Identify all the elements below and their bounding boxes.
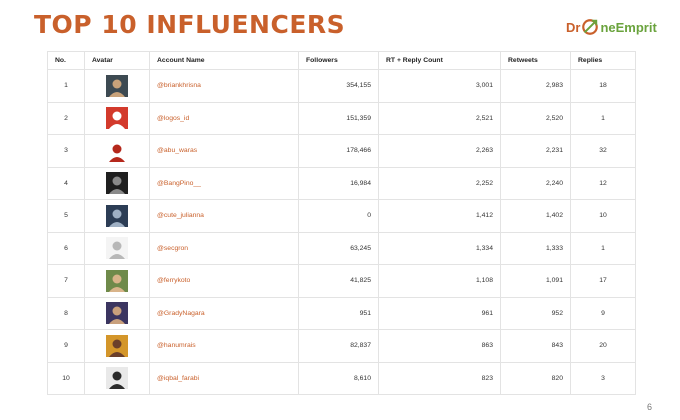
cell-avatar xyxy=(85,265,150,298)
cell-replies: 10 xyxy=(571,200,636,233)
table-row xyxy=(48,330,636,363)
account-link[interactable]: @cute_julianna xyxy=(150,200,299,233)
cell-retweets: 2,231 xyxy=(501,135,571,168)
cell-replies: 1 xyxy=(571,232,636,265)
table-header-row xyxy=(48,52,636,70)
cell-avatar xyxy=(85,330,150,363)
cell-replies: 18 xyxy=(571,70,636,103)
account-link[interactable]: @ferrykoto xyxy=(150,265,299,298)
cell-followers: 82,837 xyxy=(299,330,379,363)
cell-no: 4 xyxy=(48,167,85,200)
cell-followers: 0 xyxy=(299,200,379,233)
cell-rt-reply: 1,412 xyxy=(379,200,501,233)
header-retweets[interactable]: Retweets xyxy=(501,52,571,70)
cell-no: 7 xyxy=(48,265,85,298)
account-link[interactable]: @logos_id xyxy=(150,102,299,135)
account-link[interactable]: @BangPino__ xyxy=(150,167,299,200)
cell-rt-reply: 2,263 xyxy=(379,135,501,168)
cell-replies: 17 xyxy=(571,265,636,298)
account-link[interactable]: @briankhrisna xyxy=(150,70,299,103)
cell-no: 6 xyxy=(48,232,85,265)
avatar-image[interactable] xyxy=(106,205,128,227)
avatar-image[interactable] xyxy=(106,75,128,97)
logo-text-left: Dr xyxy=(566,19,581,35)
header-rt-reply[interactable]: RT + Reply Count xyxy=(379,52,501,70)
header-avatar[interactable]: Avatar xyxy=(85,52,150,70)
page-number: 6 xyxy=(647,402,653,412)
cell-rt-reply: 3,001 xyxy=(379,70,501,103)
cell-replies: 9 xyxy=(571,297,636,330)
cell-avatar xyxy=(85,200,150,233)
cell-avatar xyxy=(85,167,150,200)
cell-retweets: 2,520 xyxy=(501,102,571,135)
cell-retweets: 1,402 xyxy=(501,200,571,233)
table-row xyxy=(48,362,636,395)
header-followers[interactable]: Followers xyxy=(299,52,379,70)
cell-retweets: 2,983 xyxy=(501,70,571,103)
avatar-image[interactable] xyxy=(106,172,128,194)
table-row xyxy=(48,200,636,233)
cell-no: 8 xyxy=(48,297,85,330)
cell-followers: 178,466 xyxy=(299,135,379,168)
table-row xyxy=(48,135,636,168)
drone-logo-icon xyxy=(581,18,599,36)
header-replies[interactable]: Replies xyxy=(571,52,636,70)
cell-no: 2 xyxy=(48,102,85,135)
cell-no: 10 xyxy=(48,362,85,395)
cell-no: 3 xyxy=(48,135,85,168)
avatar-image[interactable] xyxy=(106,335,128,357)
cell-rt-reply: 2,252 xyxy=(379,167,501,200)
avatar-image[interactable] xyxy=(106,270,128,292)
influencers-table xyxy=(47,51,635,395)
cell-avatar xyxy=(85,102,150,135)
cell-avatar xyxy=(85,362,150,395)
cell-no: 9 xyxy=(48,330,85,363)
cell-rt-reply: 961 xyxy=(379,297,501,330)
cell-replies: 20 xyxy=(571,330,636,363)
table-row xyxy=(48,265,636,298)
table-row xyxy=(48,70,636,103)
avatar-image[interactable] xyxy=(106,367,128,389)
table-row xyxy=(48,297,636,330)
cell-replies: 3 xyxy=(571,362,636,395)
cell-replies: 12 xyxy=(571,167,636,200)
header-account[interactable]: Account Name xyxy=(150,52,299,70)
avatar-image[interactable] xyxy=(106,237,128,259)
account-link[interactable]: @abu_waras xyxy=(150,135,299,168)
cell-avatar xyxy=(85,232,150,265)
cell-avatar xyxy=(85,135,150,168)
drone-emprit-logo xyxy=(566,14,666,40)
table-row xyxy=(48,167,636,200)
cell-followers: 8,610 xyxy=(299,362,379,395)
table-row xyxy=(48,102,636,135)
cell-retweets: 1,091 xyxy=(501,265,571,298)
cell-retweets: 1,333 xyxy=(501,232,571,265)
cell-followers: 41,825 xyxy=(299,265,379,298)
cell-rt-reply: 863 xyxy=(379,330,501,363)
avatar-image[interactable] xyxy=(106,107,128,129)
cell-retweets: 2,240 xyxy=(501,167,571,200)
header-no[interactable]: No. xyxy=(48,52,85,70)
cell-replies: 1 xyxy=(571,102,636,135)
cell-avatar xyxy=(85,70,150,103)
cell-retweets: 820 xyxy=(501,362,571,395)
cell-followers: 63,245 xyxy=(299,232,379,265)
cell-followers: 151,359 xyxy=(299,102,379,135)
cell-rt-reply: 823 xyxy=(379,362,501,395)
logo-text-right: neEmprit xyxy=(600,19,657,35)
cell-retweets: 952 xyxy=(501,297,571,330)
account-link[interactable]: @iqbal_farabi xyxy=(150,362,299,395)
cell-followers: 951 xyxy=(299,297,379,330)
page-title: TOP 10 INFLUENCERS xyxy=(34,10,346,39)
avatar-image[interactable] xyxy=(106,140,128,162)
cell-rt-reply: 1,334 xyxy=(379,232,501,265)
table-row xyxy=(48,232,636,265)
cell-no: 5 xyxy=(48,200,85,233)
account-link[interactable]: @GradyNagara xyxy=(150,297,299,330)
cell-retweets: 843 xyxy=(501,330,571,363)
cell-avatar xyxy=(85,297,150,330)
avatar-image[interactable] xyxy=(106,302,128,324)
account-link[interactable]: @hanumrais xyxy=(150,330,299,363)
cell-no: 1 xyxy=(48,70,85,103)
cell-rt-reply: 2,521 xyxy=(379,102,501,135)
cell-replies: 32 xyxy=(571,135,636,168)
cell-followers: 16,984 xyxy=(299,167,379,200)
account-link[interactable]: @secgron xyxy=(150,232,299,265)
cell-rt-reply: 1,108 xyxy=(379,265,501,298)
cell-followers: 354,155 xyxy=(299,70,379,103)
